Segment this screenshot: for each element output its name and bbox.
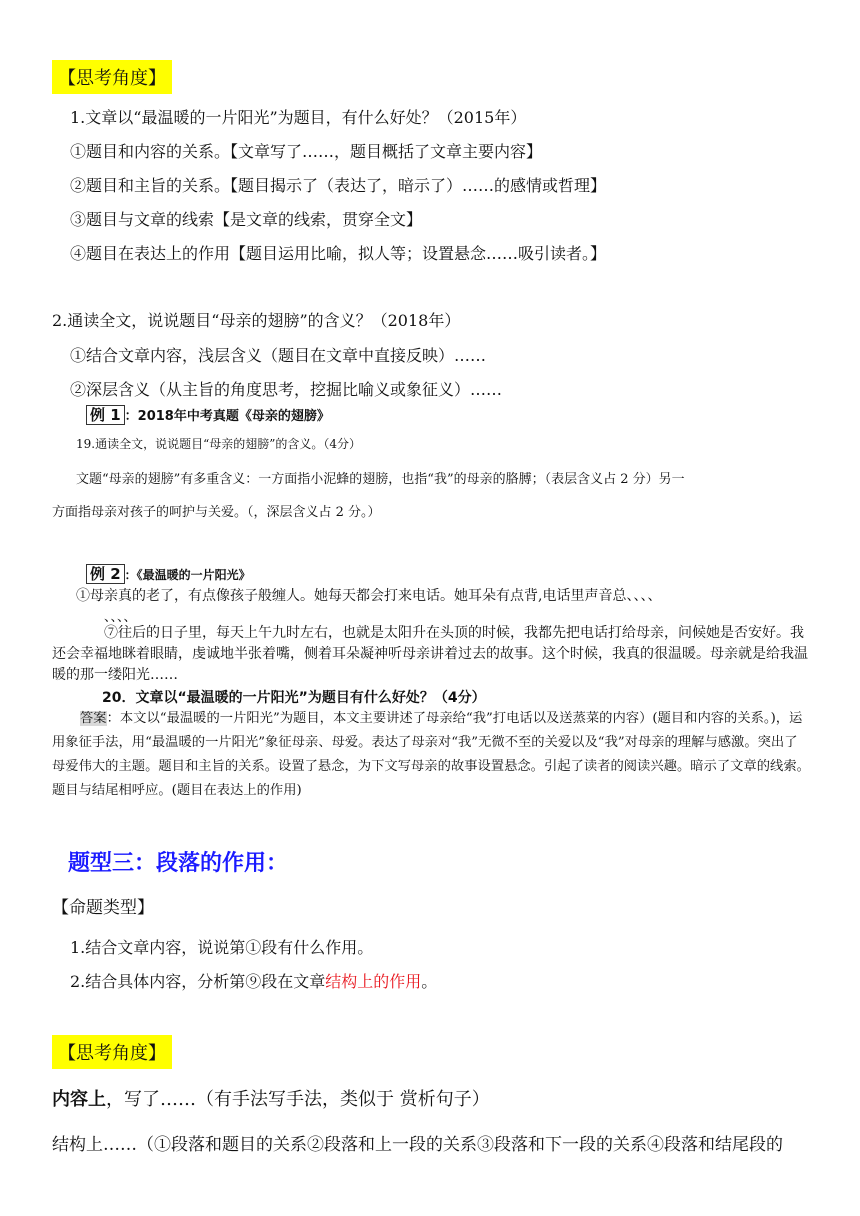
- example-2-answer: [52, 707, 810, 803]
- meaning-item-2: ②深层含义（从主旨的角度思考，挖掘比喻义或象征义）……: [70, 380, 503, 399]
- excerpt-paragraph-7: ⑦往后的日子里，每天上午九时左右，也就是太阳升在头顶的时候，我都先把电话打给母亲，问候她是否安好。我还会幸福地眯着眼睛，虔诚地半张着嘴，侧着耳朵凝神听母亲讲着过去的故事。这个时候，我真的很温暖。母亲就是给我温暖的那一缕阳光……: [52, 625, 808, 683]
- example-1-answer-line-1: 文题“母亲的翅膀”有多重含义：一方面指小泥蜂的翅膀，也指“我”的母亲的胳膊；（表层含义占 2 分）另一: [76, 472, 685, 487]
- answer-text: ：本文以“最温暖的一片阳光”为题目，本文主要讲述了母亲给“我”打电话以及送蒸菜的内容）(题目和内容的关系。)，运用象征手法，用“最温暖的一片阳光”象征母亲、母爱。表达了母亲对“我”无微不至的关爱以及“我”对母亲的理解与感激。突出了母爱伟大的主题。题目和主旨的关系。设置了悬念，为下文写母亲的故事设置悬念。引起了读者的阅读兴趣。暗示了文章的线索。题目与结尾相呼应。(题目在表达上的作用): [52, 711, 810, 798]
- meaning-item-1: ①结合文章内容，浅层含义（题目在文章中直接反映）……: [70, 346, 487, 365]
- example-1-tag: 例 1: [86, 405, 125, 425]
- example-2-header: [86, 563, 251, 584]
- question-1: 1.文章以“最温暖的一片阳光”为题目，有什么好处？（2015年）: [70, 108, 527, 127]
- excerpt-paragraph-1: ①母亲真的老了，有点像孩子般缠人。她每天都会打来电话。她耳朵有点背,电话里声音总、、、、: [76, 588, 662, 604]
- excerpt-ellipsis: 、、、、: [104, 610, 137, 625]
- structure-role-highlight: 结构上的作用: [325, 972, 422, 991]
- content-label: 内容上: [52, 1089, 106, 1110]
- example-2-title: ：《最温暖的一片阳光》: [124, 568, 251, 582]
- content-angle: [52, 1085, 490, 1111]
- section-3-question-1: 1.结合文章内容，说说第①段有什么作用。: [70, 938, 374, 957]
- section-3-question-2: 2.结合具体内容，分析第⑨段在文章结构上的作用。: [70, 972, 438, 991]
- question-type-heading: 【命题类型】: [52, 898, 154, 918]
- example-1-header: [86, 404, 330, 425]
- section-3-title: 题型三：段落的作用：: [68, 851, 289, 876]
- thinking-angle-heading: 【思考角度】: [52, 60, 172, 94]
- angle-item-4: ④题目在表达上的作用【题目运用比喻，拟人等；设置悬念……吸引读者。】: [70, 244, 607, 263]
- example-1-answer-line-2: 方面指母亲对孩子的呵护与关爱。（，深层含义占 2 分。）: [52, 505, 381, 520]
- answer-label: 答案: [80, 711, 107, 726]
- angle-item-2: ②题目和主旨的关系。【题目揭示了（表达了，暗示了）……的感情或哲理】: [70, 176, 607, 195]
- thinking-angle-heading-2: 【思考角度】: [52, 1035, 172, 1069]
- question-2: 2.通读全文，说说题目“母亲的翅膀”的含义？（2018年）: [52, 311, 461, 330]
- example-2-question: 20．文章以“最温暖的一片阳光”为题目有什么好处？（4分）: [102, 690, 486, 706]
- example-2-tag: 例 2: [86, 564, 125, 584]
- angle-item-1: ①题目和内容的关系。【文章写了……，题目概括了文章主要内容】: [70, 142, 543, 161]
- structure-angle: 结构上……（①段落和题目的关系②段落和上一段的关系③段落和下一段的关系④段落和结尾段的: [52, 1135, 783, 1155]
- content-text: ，写了……（有手法写手法，类似于 赏析句子）: [106, 1089, 490, 1110]
- angle-item-3: ③题目与文章的线索【是文章的线索，贯穿全文】: [70, 210, 423, 229]
- example-1-question: 19.通读全文，说说题目“母亲的翅膀”的含义。（4分）: [76, 437, 361, 451]
- example-1-title: ：2018年中考真题《母亲的翅膀》: [124, 409, 330, 424]
